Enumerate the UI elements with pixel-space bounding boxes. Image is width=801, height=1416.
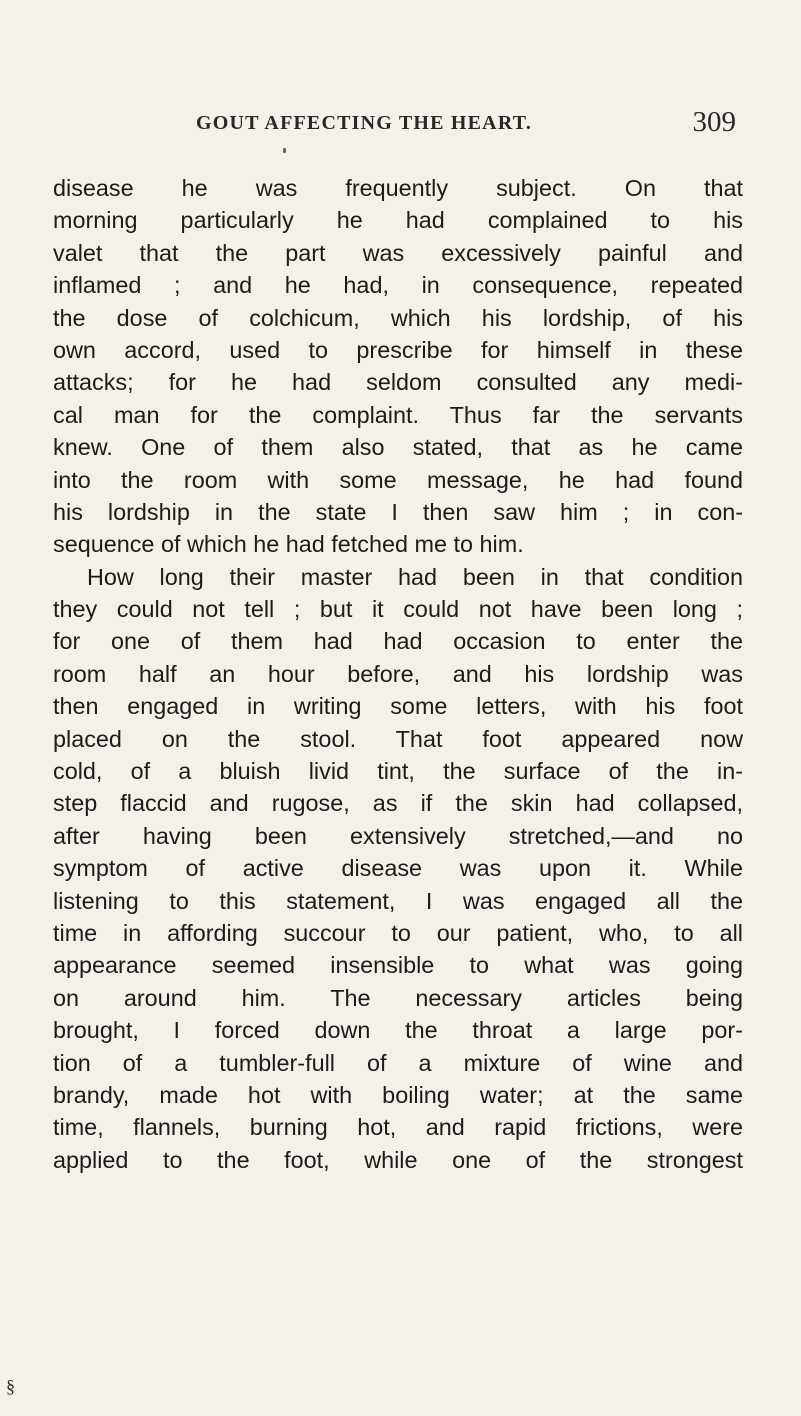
text-line: How long their master had been in that condition (87, 563, 743, 590)
text-line: disease he was frequently subject. On that (53, 175, 743, 201)
text-line: inflamed ; and he had, in consequence, repeated (53, 272, 743, 299)
text-line: cal man for the complaint. Thus far the servants (53, 401, 743, 428)
text-line: symptom of active disease was upon it. While (53, 855, 743, 882)
margin-mark: § (6, 1376, 15, 1396)
text-line: own accord, used to prescribe for himself in these (53, 336, 743, 363)
text-line: step flaccid and rugose, as if the skin had collapsed, (53, 790, 743, 817)
running-title: GOUT AFFECTING THE HEART. (196, 112, 533, 134)
text-line: room half an hour before, and his lordship was (53, 660, 743, 687)
ink-speck (283, 148, 286, 153)
text-line: time, flannels, burning hot, and rapid frictions, were (53, 1114, 743, 1141)
text-line: for one of them had had occasion to enter the (53, 628, 743, 655)
running-head (196, 106, 736, 142)
text-line: morning particularly he had complained to his (53, 207, 743, 234)
text-line: knew. One of them also stated, that as he came (53, 434, 743, 461)
text-line: tion of a tumbler-full of a mixture of wine and (53, 1049, 743, 1076)
text-line: after having been extensively stretched,—and no (53, 822, 743, 849)
text-line: brandy, made hot with boiling water; at the same (53, 1081, 743, 1108)
text-line: on around him. The necessary articles being (53, 984, 743, 1011)
text-line: appearance seemed insensible to what was going (53, 952, 743, 979)
text-line: applied to the foot, while one of the strongest (53, 1146, 743, 1173)
text-line: listening to this statement, I was engaged all the (53, 887, 743, 914)
text-line: they could not tell ; but it could not have been long ; (53, 596, 743, 623)
text-line: time in affording succour to our patient, who, to all (53, 919, 743, 946)
text-line: valet that the part was excessively painful and (53, 239, 743, 266)
text-line: brought, I forced down the throat a large por- (53, 1017, 743, 1044)
text-line: the dose of colchicum, which his lordship, of his (53, 304, 743, 331)
text-line: then engaged in writing some letters, with his foot (53, 693, 743, 720)
page-number: 309 (692, 106, 736, 138)
text-line: his lordship in the state I then saw him ; in con- (53, 498, 743, 525)
body-text (53, 172, 743, 1176)
text-line: sequence of which he had fetched me to him. (53, 531, 524, 558)
text-line: placed on the stool. That foot appeared now (53, 725, 743, 752)
text-line: attacks; for he had seldom consulted any medi- (53, 369, 743, 396)
text-line: cold, of a bluish livid tint, the surface of the in- (53, 758, 743, 785)
text-line: into the room with some message, he had found (53, 466, 743, 493)
